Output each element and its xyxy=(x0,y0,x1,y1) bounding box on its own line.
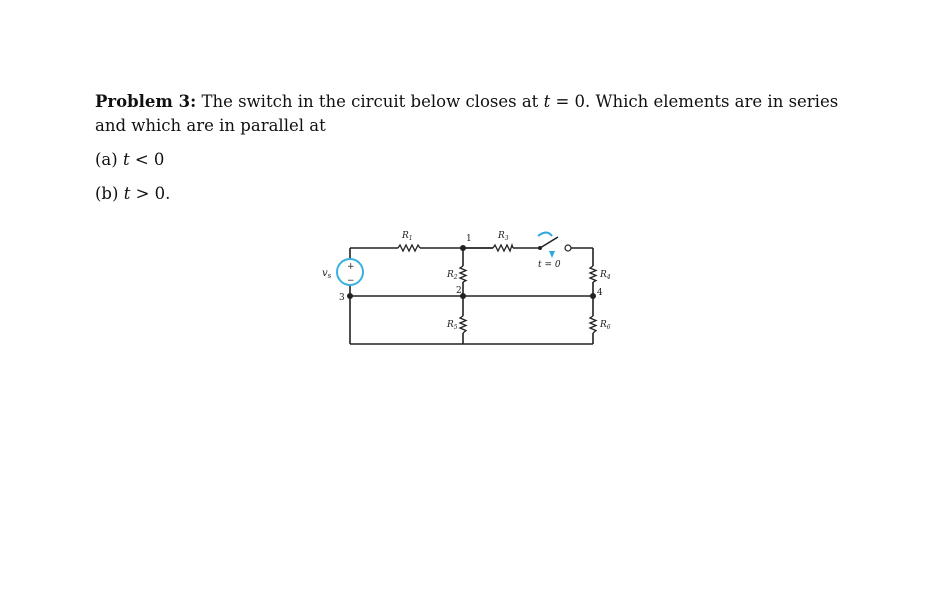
part-a xyxy=(95,150,164,169)
r1-label: $R_1$ xyxy=(402,231,413,242)
r5-label: $R_5$ xyxy=(447,320,458,331)
node-1-label: 1 xyxy=(466,234,472,244)
node-1-dot xyxy=(460,245,466,251)
switch-label: t = 0 xyxy=(538,260,561,270)
problem-eq-sign: = xyxy=(555,92,570,111)
switch-contact xyxy=(565,245,571,251)
node-2-label: 2 xyxy=(456,286,462,296)
switch-arrow-icon xyxy=(538,233,552,237)
switch xyxy=(538,233,571,271)
problem-label: Problem 3: xyxy=(95,92,197,111)
source-label: $v_s$ xyxy=(322,268,332,280)
part-b xyxy=(95,184,170,203)
part-a-label: (a) xyxy=(95,150,118,169)
node-4-label: 4 xyxy=(597,288,603,298)
resistor-r6 xyxy=(590,316,596,333)
node-3-dot xyxy=(347,293,353,299)
problem-statement-line-1 xyxy=(95,92,838,111)
r6-label: $R_6$ xyxy=(600,320,611,331)
problem-text-c: and which are in parallel at xyxy=(95,116,326,135)
problem-statement-line-2 xyxy=(95,116,326,135)
problem-text-b: 0. Which elements are in series xyxy=(574,92,839,111)
r4-label: $R_4$ xyxy=(600,270,611,281)
switch-arrowhead-icon xyxy=(549,251,555,258)
resistor-r2 xyxy=(460,266,466,282)
problem-text-a: The switch in the circuit below closes at xyxy=(201,92,539,111)
part-a-relation: < 0 xyxy=(134,150,165,169)
node-4-dot xyxy=(590,293,596,299)
circuit-diagram xyxy=(300,215,640,355)
switch-blade xyxy=(540,237,558,248)
part-b-t-var: t xyxy=(123,184,131,203)
r3-label: $R_3$ xyxy=(498,231,509,242)
part-b-relation: > 0. xyxy=(135,184,171,203)
source-minus: − xyxy=(347,276,355,286)
resistor-r5 xyxy=(460,316,466,333)
node-3-label: 3 xyxy=(339,293,345,303)
resistor-r1 xyxy=(398,245,420,251)
problem-t-var: t xyxy=(543,92,551,111)
part-b-label: (b) xyxy=(95,184,119,203)
source-plus: + xyxy=(347,262,355,272)
resistor-r4 xyxy=(590,266,596,282)
r2-label: $R_2$ xyxy=(447,270,458,281)
part-a-t-var: t xyxy=(122,150,130,169)
resistor-r3 xyxy=(493,245,513,251)
